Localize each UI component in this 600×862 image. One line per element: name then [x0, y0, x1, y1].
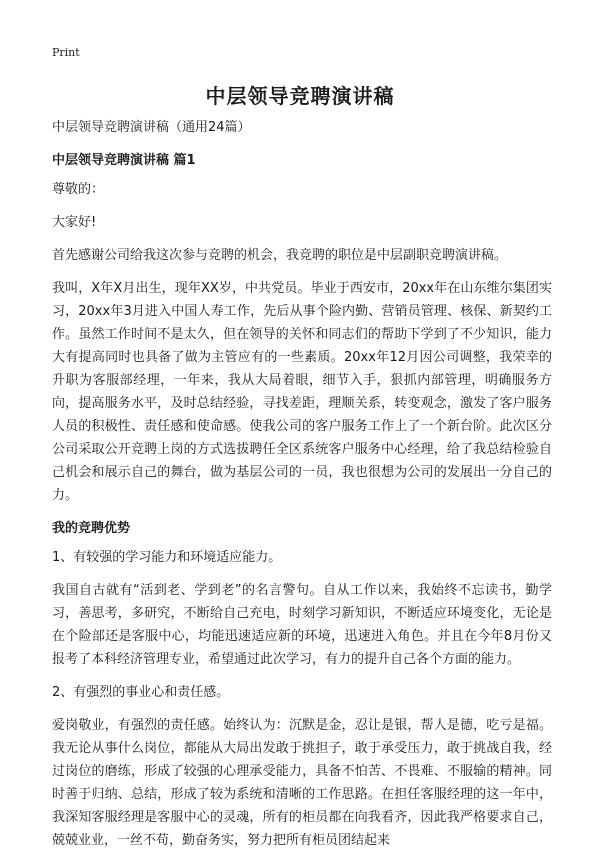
document-body — [52, 116, 552, 862]
bio-paragraph: 我叫，X年X月出生，现年XX岁，中共党员。毕业于西安市，20xx年在山东维尔集团实习，20xx年3月进入中国人寿工作，先后从事个险内勤、营销员管理、核保、新契约工作。虽然工作时间不是太久，但在领导的关怀和同志们的帮助下学到了不少知识，能力大有提高同时也具备了做为主管应有的一些素质。20xx年12月因公司调整，我荣幸的升职为客服部经理，一年来，我从大局着眼，细节入手，狠抓内部管理，明确服务方向，提高服务水平，及时总结经验，寻找差距，理顺关系，转变观念，激发了客户服务人员的积极性、责任感和使命感。使我公司的客户服务工作上了一个新台阶。此次区分公司采取公开竞聘上岗的方式选拔聘任全区系统客户服务中心经理，给了我总结检验自己机会和展示自己的舞台，做为基层公司的一员，我也很想为公司的发展出一分自己的力。 — [52, 281, 552, 503]
hello-text: 大家好! — [52, 215, 97, 230]
document-subtitle: 中层领导竞聘演讲稿（通用24篇） — [52, 120, 251, 135]
point2-body: 爱岗敬业，有强烈的责任感。始终认为：沉默是金，忍让是银，帮人是德，吃亏是福。我无论从事什么岗位，都能从大局出发敢于挑担子，敢于承受压力，敢于挑战自我，经过岗位的磨练，形成了较强的心理承受能力，具备不怕苦、不畏难、不服输的精神。同时善于归纳、总结，形成了较为系统和清晰的工作思路。在担任客服经理的这一年中，我深知客服经理是客服中心的灵魂，所有的柜员都在向我看齐，因此我严格要求自己，兢兢业业，一丝不苟，勤奋务实，努力把所有柜员团结起来 — [52, 718, 552, 848]
print-label: Print — [52, 46, 80, 59]
advantages-heading: 我的竞聘优势 — [52, 521, 131, 536]
intro-paragraph: 首先感谢公司给我这次参与竞聘的机会，我竞聘的职位是中层副职竞聘演讲稿。 — [52, 248, 508, 263]
point1-body: 我国自古就有“活到老、学到老”的名言警句。自从工作以来，我始终不忘读书，勤学习，善思考，多研究，不断给自己充电，时刻学习新知识，不断适应环境变化，无论是在个险部还是客服中心，均能迅速适应新的环境，迅速进入角色。并且在今年8月份又报考了本科经济管理专业，希望通过此次学习，有力的提升自己各个方面的能力。 — [52, 583, 552, 667]
section-heading: 中层领导竞聘演讲稿 篇1 — [52, 153, 196, 168]
greeting-text: 尊敬的： — [52, 182, 105, 197]
point1-title: 1、有较强的学习能力和环境适应能力。 — [52, 550, 282, 565]
page-title: 中层领导竞聘演讲稿 — [205, 84, 395, 108]
point2-title: 2、有强烈的事业心和责任感。 — [52, 685, 230, 700]
